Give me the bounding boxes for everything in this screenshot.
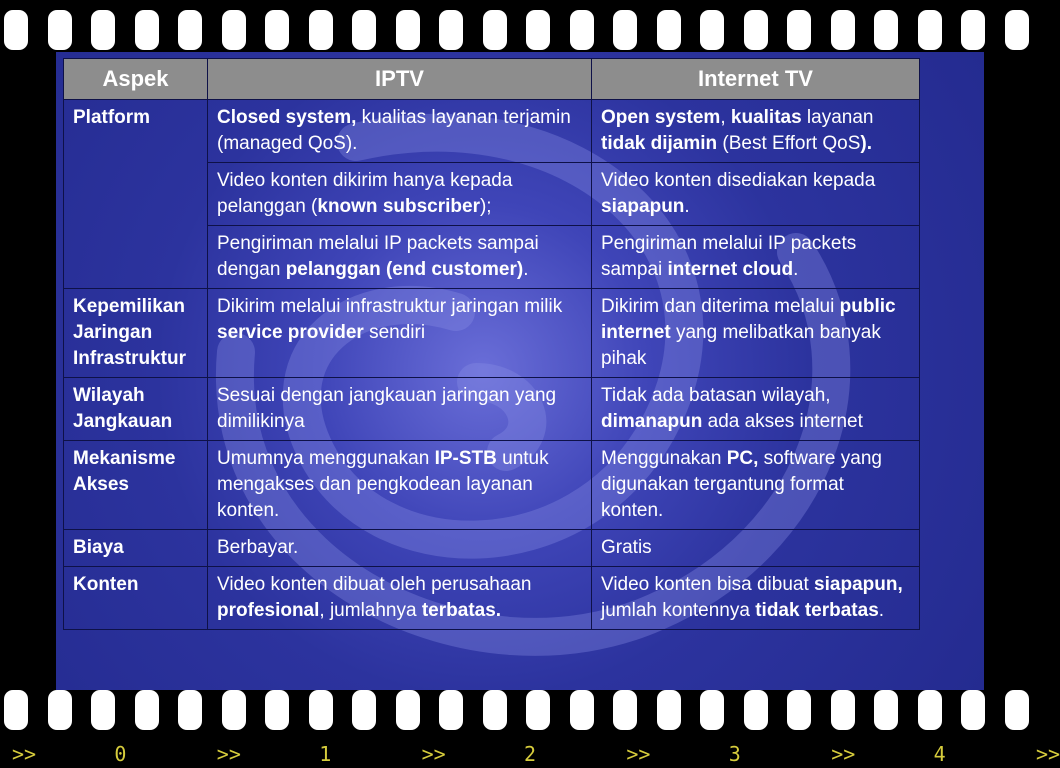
cell-text-segment: kualitas bbox=[730, 107, 802, 128]
cell-text-segment: tidak terbatas bbox=[755, 600, 879, 621]
slide bbox=[56, 52, 984, 690]
cell-text-segment: Gratis bbox=[601, 537, 652, 558]
cell-text-segment: Video konten dikirim hanya kepada pelanggan ( bbox=[217, 170, 513, 217]
sprocket-hole bbox=[874, 10, 898, 50]
cell-text-segment: IP-STB bbox=[434, 448, 497, 469]
sprocket-hole bbox=[700, 10, 724, 50]
sprocket-hole bbox=[48, 10, 72, 50]
iptv-cell bbox=[208, 378, 592, 441]
cell-text-segment: ); bbox=[479, 196, 492, 217]
sprocket-hole bbox=[744, 10, 768, 50]
frame-label: 3 bbox=[728, 742, 741, 766]
sprocket-hole bbox=[309, 690, 333, 730]
sprocket-hole bbox=[483, 10, 507, 50]
sprocket-hole bbox=[1005, 10, 1029, 50]
sprocket-hole bbox=[352, 10, 376, 50]
cell-text-segment: terbatas. bbox=[421, 600, 502, 621]
frame-label: >> bbox=[626, 742, 651, 766]
cell-text-segment: jumlah kontennya bbox=[601, 600, 756, 621]
sprocket-hole bbox=[396, 690, 420, 730]
cell-text-segment: Closed system, bbox=[217, 107, 357, 128]
cell-text-segment: public internet bbox=[601, 296, 896, 343]
cell-text-segment: service provider bbox=[217, 322, 364, 343]
cell-text-segment: Dikirim melalui infrastruktur jaringan milik bbox=[217, 296, 563, 317]
sprocket-hole bbox=[48, 690, 72, 730]
cell-text-segment: tidak dijamin bbox=[601, 133, 718, 154]
cell-text-segment: , bbox=[720, 107, 731, 128]
cell-text-segment: Umumnya menggunakan bbox=[217, 448, 435, 469]
frame-label: >> bbox=[831, 742, 856, 766]
aspect-cell: Konten bbox=[64, 567, 208, 630]
internet-tv-cell bbox=[592, 226, 920, 289]
sprocket-hole bbox=[1005, 690, 1029, 730]
sprocket-hole bbox=[918, 10, 942, 50]
aspect-cell: Wilayah Jangkauan bbox=[64, 378, 208, 441]
cell-text-segment: Menggunakan bbox=[601, 448, 727, 469]
cell-text-segment: pelanggan (end customer) bbox=[285, 259, 524, 280]
cell-text-segment: Video konten bisa dibuat bbox=[601, 574, 815, 595]
frame-label: >> bbox=[1036, 742, 1060, 766]
cell-text-segment: siapapun, bbox=[814, 574, 903, 595]
cell-text-segment: Sesuai dengan jangkauan jaringan yang dimilikinya bbox=[217, 385, 557, 432]
sprocket-hole bbox=[700, 690, 724, 730]
cell-text-segment: ). bbox=[860, 133, 873, 154]
cell-text-segment: software yang digunakan tergantung format konten. bbox=[601, 448, 882, 521]
sprocket-hole bbox=[135, 690, 159, 730]
cell-text-segment: siapapun bbox=[601, 196, 685, 217]
sprocket-hole bbox=[526, 690, 550, 730]
cell-text-segment: layanan bbox=[801, 107, 874, 128]
cell-text-segment: . bbox=[523, 259, 529, 280]
sprocket-hole bbox=[352, 690, 376, 730]
cell-text-segment: profesional bbox=[217, 600, 320, 621]
sprocket-hole bbox=[613, 10, 637, 50]
table-row bbox=[64, 289, 920, 378]
table-row bbox=[64, 567, 920, 630]
sprocket-hole bbox=[396, 10, 420, 50]
cell-text-segment: untuk mengakses dan pengkodean layanan konten. bbox=[217, 448, 549, 521]
frame-label: >> bbox=[216, 742, 241, 766]
cell-text-segment: kualitas layanan terjamin (managed QoS). bbox=[217, 107, 571, 154]
sprocket-hole bbox=[657, 10, 681, 50]
sprocket-hole bbox=[787, 10, 811, 50]
internet-tv-cell bbox=[592, 441, 920, 530]
cell-text-segment: Pengiriman melalui IP packets sampai dengan bbox=[217, 233, 539, 280]
frame-label: 0 bbox=[114, 742, 127, 766]
internet-tv-cell bbox=[592, 289, 920, 378]
table-row bbox=[64, 100, 920, 163]
sprocket-hole bbox=[91, 10, 115, 50]
sprocket-hole bbox=[613, 690, 637, 730]
iptv-cell bbox=[208, 163, 592, 226]
sprocket-hole bbox=[570, 10, 594, 50]
table-row bbox=[64, 530, 920, 567]
cell-text-segment: Open system bbox=[601, 107, 721, 128]
sprocket-hole bbox=[265, 690, 289, 730]
sprocket-hole bbox=[4, 10, 28, 50]
sprocket-hole bbox=[222, 10, 246, 50]
sprocket-hole bbox=[222, 690, 246, 730]
header-internet-tv: Internet TV bbox=[592, 59, 920, 100]
sprocket-hole bbox=[787, 690, 811, 730]
sprocket-hole bbox=[483, 690, 507, 730]
filmstrip-top-holes bbox=[0, 10, 1024, 58]
sprocket-hole bbox=[91, 690, 115, 730]
cell-text-segment: ada akses internet bbox=[702, 411, 863, 432]
comparison-table bbox=[63, 58, 920, 630]
cell-text-segment: . bbox=[684, 196, 690, 217]
cell-text-segment: Berbayar. bbox=[217, 537, 299, 558]
table-row bbox=[64, 378, 920, 441]
sprocket-hole bbox=[918, 690, 942, 730]
internet-tv-cell bbox=[592, 530, 920, 567]
cell-text-segment: (Best Effort QoS bbox=[717, 133, 861, 154]
sprocket-hole bbox=[309, 10, 333, 50]
iptv-cell bbox=[208, 567, 592, 630]
sprocket-hole bbox=[4, 690, 28, 730]
cell-text-segment: internet cloud bbox=[667, 259, 794, 280]
sprocket-hole bbox=[657, 690, 681, 730]
aspect-cell: Platform bbox=[64, 100, 208, 289]
internet-tv-cell bbox=[592, 567, 920, 630]
iptv-cell bbox=[208, 226, 592, 289]
sprocket-hole bbox=[178, 10, 202, 50]
iptv-cell bbox=[208, 100, 592, 163]
frame-label: 2 bbox=[524, 742, 537, 766]
cell-text-segment: . bbox=[793, 259, 799, 280]
cell-text-segment: Video konten dibuat oleh perusahaan bbox=[217, 574, 532, 595]
frame-label: >> bbox=[12, 742, 37, 766]
sprocket-hole bbox=[961, 690, 985, 730]
frame-label: 1 bbox=[319, 742, 332, 766]
filmstrip-bottom-holes bbox=[0, 690, 1024, 738]
internet-tv-cell bbox=[592, 378, 920, 441]
cell-text-segment: Tidak ada batasan wilayah, bbox=[601, 385, 831, 406]
cell-text-segment: sendiri bbox=[363, 322, 426, 343]
sprocket-hole bbox=[135, 10, 159, 50]
sprocket-hole bbox=[831, 10, 855, 50]
cell-text-segment: Pengiriman melalui IP packets sampai bbox=[601, 233, 857, 280]
cell-text-segment: Video konten disediakan kepada bbox=[601, 170, 876, 191]
iptv-cell bbox=[208, 530, 592, 567]
sprocket-hole bbox=[570, 690, 594, 730]
filmstrip-frame-labels bbox=[0, 738, 1060, 768]
sprocket-hole bbox=[961, 10, 985, 50]
cell-text-segment: PC, bbox=[726, 448, 759, 469]
cell-text-segment: dimanapun bbox=[601, 411, 703, 432]
internet-tv-cell bbox=[592, 163, 920, 226]
sprocket-hole bbox=[178, 690, 202, 730]
frame-label: 4 bbox=[933, 742, 946, 766]
aspect-cell: Biaya bbox=[64, 530, 208, 567]
header-aspek: Aspek bbox=[64, 59, 208, 100]
aspect-cell: Kepemilikan Jaringan Infrastruktur bbox=[64, 289, 208, 378]
cell-text-segment: , jumlahnya bbox=[319, 600, 422, 621]
sprocket-hole bbox=[831, 690, 855, 730]
sprocket-hole bbox=[874, 690, 898, 730]
sprocket-hole bbox=[439, 10, 463, 50]
iptv-cell bbox=[208, 289, 592, 378]
sprocket-hole bbox=[526, 10, 550, 50]
sprocket-hole bbox=[265, 10, 289, 50]
cell-text-segment: Dikirim dan diterima melalui bbox=[601, 296, 840, 317]
iptv-cell bbox=[208, 441, 592, 530]
frame-label: >> bbox=[421, 742, 446, 766]
header-iptv: IPTV bbox=[208, 59, 592, 100]
aspect-cell: Mekanisme Akses bbox=[64, 441, 208, 530]
cell-text-segment: known subscriber bbox=[317, 196, 480, 217]
sprocket-hole bbox=[744, 690, 768, 730]
cell-text-segment: yang melibatkan banyak pihak bbox=[601, 322, 881, 369]
cell-text-segment: . bbox=[878, 600, 885, 621]
sprocket-hole bbox=[439, 690, 463, 730]
table-row bbox=[64, 441, 920, 530]
internet-tv-cell bbox=[592, 100, 920, 163]
table-header-row bbox=[64, 59, 920, 100]
